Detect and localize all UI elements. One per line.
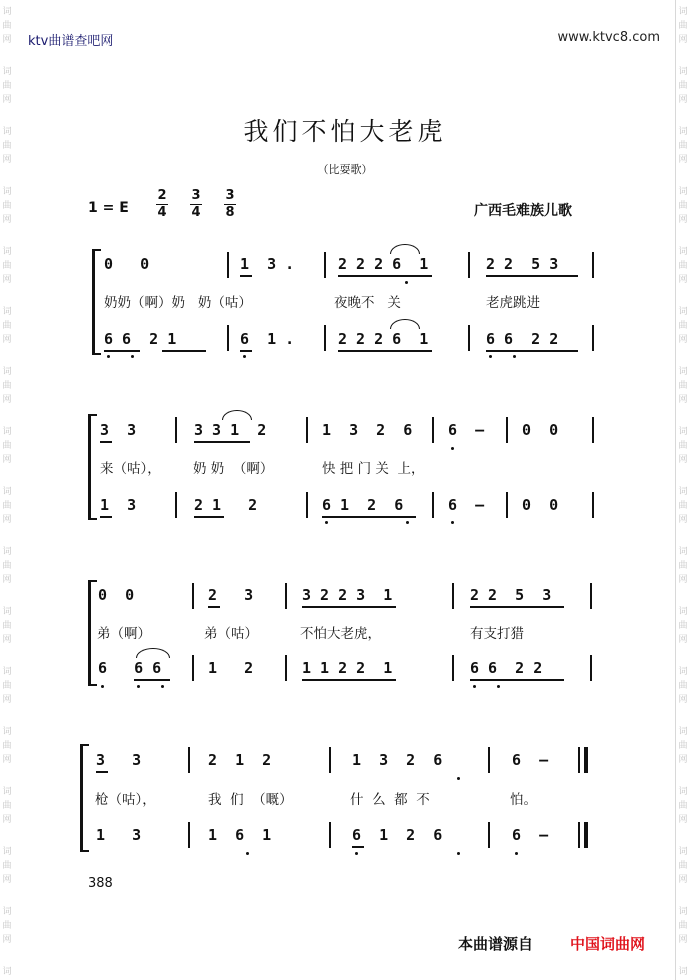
watermark-char: 曲 (2, 441, 12, 451)
note-underline (100, 441, 112, 443)
barline (329, 747, 331, 773)
note-underline (104, 350, 140, 352)
watermark-char: 词 (2, 307, 12, 317)
bass-measure: 1 3 (96, 826, 142, 844)
bass-measure: 0 0 (522, 496, 559, 514)
bass-measure: 1 3 (100, 496, 137, 514)
watermark-char: 词 (678, 187, 688, 197)
key-signature: 1 = E (88, 200, 129, 216)
lyric-line: 枪（咕）， (95, 792, 156, 808)
watermark-char: 网 (2, 815, 12, 825)
lyric-line: 弟（咕） (204, 626, 258, 642)
barline (432, 492, 434, 518)
watermark-char: 网 (678, 395, 688, 405)
watermark-char: 网 (2, 875, 12, 885)
watermark-char: 曲 (678, 201, 688, 211)
octave-dot (457, 777, 460, 780)
note-underline (338, 275, 432, 277)
page-number: 388 (88, 876, 113, 891)
bass-measure: 2 1 2 (194, 496, 258, 514)
watermark-char: 词 (2, 907, 12, 917)
slur (390, 244, 420, 254)
barline (306, 417, 308, 443)
watermark-char: 曲 (2, 321, 12, 331)
octave-dot (473, 685, 476, 688)
octave-dot (457, 852, 460, 855)
bass-measure: 1 2 (208, 659, 254, 677)
lyric-line: 怕。 (510, 792, 537, 808)
watermark-char: 曲 (2, 141, 12, 151)
barline (329, 822, 331, 848)
watermark-char: 网 (678, 335, 688, 345)
watermark-char: 网 (678, 695, 688, 705)
watermark-char: 曲 (678, 621, 688, 631)
melody-measure: 2 3 (208, 586, 254, 604)
note-underline (240, 275, 252, 277)
watermark-char: 词 (2, 547, 12, 557)
watermark-char: 曲 (2, 681, 12, 691)
octave-dot (513, 355, 516, 358)
watermark-char: 词 (678, 847, 688, 857)
watermark-char: 曲 (678, 141, 688, 151)
barline (488, 822, 490, 848)
watermark-char: 曲 (678, 561, 688, 571)
watermark-char: 曲 (2, 801, 12, 811)
octave-dot (131, 355, 134, 358)
watermark-char: 曲 (678, 81, 688, 91)
watermark-char: 曲 (2, 201, 12, 211)
watermark-char: 网 (678, 155, 688, 165)
bass-measure: 6 6 6 (98, 659, 162, 677)
watermark-char: 网 (678, 35, 688, 45)
note-underline (194, 516, 224, 518)
slur (222, 410, 252, 420)
slur (136, 648, 170, 658)
watermark-char: 词 (2, 7, 12, 17)
melody-measure: 6 – (512, 751, 549, 769)
watermark-char: 词 (2, 127, 12, 137)
barline (592, 252, 594, 278)
watermark-char: 网 (2, 95, 12, 105)
watermark-char: 曲 (2, 261, 12, 271)
barline (488, 747, 490, 773)
watermark-char: 曲 (2, 621, 12, 631)
system-bracket (88, 581, 91, 685)
melody-measure: 0 0 (98, 586, 135, 604)
time-signature: 3 8 (225, 188, 235, 220)
watermark-char: 词 (2, 967, 12, 977)
watermark-char: 网 (678, 755, 688, 765)
watermark-char: 词 (2, 247, 12, 257)
watermark-char: 词 (2, 427, 12, 437)
watermark-char: 曲 (2, 741, 12, 751)
note-underline (302, 679, 396, 681)
watermark-char: 曲 (678, 261, 688, 271)
note-underline (240, 350, 252, 352)
octave-dot (489, 355, 492, 358)
melody-measure: 2 2 2 6 1 (338, 255, 429, 273)
note-underline (338, 350, 432, 352)
barline (192, 583, 194, 609)
bass-measure: 6 6 2 2 (470, 659, 543, 677)
watermark-char: 网 (678, 215, 688, 225)
lyric-line: 弟（啊） (97, 626, 151, 642)
watermark-char: 词 (678, 67, 688, 77)
watermark-char: 网 (2, 275, 12, 285)
melody-measure: 2 2 5 3 (470, 586, 552, 604)
watermark-char: 曲 (678, 501, 688, 511)
time-signature: 2 4 (157, 188, 167, 220)
bass-measure: 6 1 . (240, 330, 295, 348)
barline (285, 655, 287, 681)
octave-dot (497, 685, 500, 688)
watermark-char: 词 (678, 727, 688, 737)
lyric-line: 夜晚不 关 (334, 295, 401, 311)
barline (578, 822, 580, 848)
watermark-char: 曲 (678, 921, 688, 931)
watermark-char: 曲 (678, 861, 688, 871)
octave-dot (246, 852, 249, 855)
bass-measure: 6 6 2 2 (486, 330, 559, 348)
watermark-char: 网 (678, 95, 688, 105)
bass-measure: 1 6 1 (208, 826, 272, 844)
barline (188, 747, 190, 773)
watermark-char: 词 (678, 127, 688, 137)
note-underline (96, 771, 108, 773)
watermark-char: 曲 (2, 81, 12, 91)
lyric-line: 我 们 （嘅） (208, 792, 293, 808)
bass-measure: 2 2 2 6 1 (338, 330, 429, 348)
melody-measure: 1 3 . (240, 255, 295, 273)
watermark-char: 词 (2, 667, 12, 677)
watermark-char: 曲 (678, 681, 688, 691)
watermark-char: 网 (2, 935, 12, 945)
barline (192, 655, 194, 681)
melody-measure: 3 3 1 2 (194, 421, 267, 439)
watermark-char: 网 (678, 815, 688, 825)
melody-measure: 1 3 2 6 (322, 421, 413, 439)
watermark-char: 网 (2, 695, 12, 705)
note-underline (470, 606, 564, 608)
lyric-line: 奶 奶 （啊） (193, 461, 274, 477)
barline (227, 325, 229, 351)
melody-measure: 3 3 (96, 751, 142, 769)
barline (592, 417, 594, 443)
note-underline (100, 516, 112, 518)
barline (590, 583, 592, 609)
barline (452, 583, 454, 609)
watermark-char: 曲 (2, 381, 12, 391)
watermark-char: 网 (2, 515, 12, 525)
note-underline (162, 350, 206, 352)
lyric-line: 来（咕）， (100, 461, 161, 477)
lyric-line: 奶奶（啊）奶 奶（咕） (104, 295, 252, 311)
barline (506, 492, 508, 518)
melody-measure: 2 1 2 (208, 751, 272, 769)
watermark-char: 词 (2, 787, 12, 797)
lyric-line: 不怕大老虎， (300, 626, 381, 642)
note-underline (352, 846, 364, 848)
melody-measure: 6 – (448, 421, 485, 439)
watermark-char: 曲 (2, 561, 12, 571)
note-underline (322, 516, 416, 518)
octave-dot (405, 281, 408, 284)
slur (390, 319, 420, 329)
watermark-char: 网 (2, 155, 12, 165)
watermark-char: 词 (678, 427, 688, 437)
watermark-char: 词 (678, 967, 688, 977)
watermark-char: 网 (678, 935, 688, 945)
watermark-char: 网 (2, 755, 12, 765)
watermark-char: 词 (678, 607, 688, 617)
octave-dot (406, 521, 409, 524)
note-underline (194, 441, 250, 443)
bass-measure: 6 1 2 6 (322, 496, 404, 514)
footer-source-label: 本曲谱源自 (458, 935, 534, 953)
watermark-char: 词 (678, 787, 688, 797)
watermark-char: 词 (678, 307, 688, 317)
watermark-char: 词 (678, 247, 688, 257)
note-underline (134, 679, 170, 681)
watermark-char: 网 (2, 455, 12, 465)
note-underline (302, 606, 396, 608)
bass-measure: 6 6 2 1 (104, 330, 177, 348)
barline (188, 822, 190, 848)
watermark-char: 曲 (678, 441, 688, 451)
watermark-char: 网 (678, 575, 688, 585)
watermark-char: 词 (678, 907, 688, 917)
octave-dot (161, 685, 164, 688)
bass-measure: 6 – (448, 496, 485, 514)
melody-measure: 0 0 (522, 421, 559, 439)
watermark-char: 词 (2, 727, 12, 737)
site-header-url[interactable]: www.ktvc8.com (557, 30, 660, 45)
octave-dot (355, 852, 358, 855)
watermark-char: 网 (678, 875, 688, 885)
watermark-char: 词 (678, 367, 688, 377)
lyric-line: 什 么 都 不 (350, 792, 430, 808)
watermark-char: 词 (2, 187, 12, 197)
site-header-left[interactable]: ktv曲谱查吧网 (28, 34, 114, 49)
song-title: 我们不怕大老虎 (243, 117, 447, 146)
octave-dot (325, 521, 328, 524)
bass-measure: 6 – (512, 826, 549, 844)
melody-measure: 2 2 5 3 (486, 255, 559, 273)
watermark-char: 词 (2, 607, 12, 617)
note-underline (208, 606, 220, 608)
barline (592, 325, 594, 351)
octave-dot (451, 521, 454, 524)
melody-measure: 1 3 2 6 (352, 751, 443, 769)
watermark-char: 网 (678, 635, 688, 645)
barline (324, 252, 326, 278)
note-underline (470, 679, 564, 681)
watermark-char: 词 (2, 847, 12, 857)
barline (175, 417, 177, 443)
watermark-char: 网 (2, 215, 12, 225)
watermark-char: 网 (2, 635, 12, 645)
watermark-char: 词 (2, 487, 12, 497)
barline (306, 492, 308, 518)
octave-dot (137, 685, 140, 688)
time-signature: 3 4 (191, 188, 201, 220)
octave-dot (515, 852, 518, 855)
system-bracket (92, 250, 95, 354)
bass-measure: 6 1 2 6 (352, 826, 443, 844)
watermark-char: 曲 (678, 801, 688, 811)
octave-dot (243, 355, 246, 358)
watermark-char: 网 (678, 275, 688, 285)
song-source: 广西毛难族儿歌 (474, 203, 572, 219)
barline (578, 747, 580, 773)
octave-dot (101, 685, 104, 688)
watermark-char: 曲 (2, 21, 12, 31)
watermark-char: 网 (678, 515, 688, 525)
watermark-char: 网 (2, 575, 12, 585)
octave-dot (107, 355, 110, 358)
watermark-char: 曲 (678, 321, 688, 331)
melody-measure: 3 2 2 3 1 (302, 586, 393, 604)
watermark-char: 曲 (2, 861, 12, 871)
watermark-char: 网 (2, 335, 12, 345)
melody-measure: 3 3 (100, 421, 137, 439)
final-barline (584, 747, 588, 773)
lyric-line: 老虎跳进 (486, 295, 540, 311)
barline (592, 492, 594, 518)
song-subtitle: （比耍歌） (317, 163, 373, 176)
watermark-char: 曲 (2, 501, 12, 511)
barline (468, 252, 470, 278)
watermark-char: 曲 (2, 921, 12, 931)
barline (590, 655, 592, 681)
footer-site-link[interactable]: 中国词曲网 (570, 935, 646, 953)
watermark-char: 曲 (678, 21, 688, 31)
lyric-line: 快 把 门 关 上， (322, 461, 425, 477)
watermark-char: 网 (2, 35, 12, 45)
barline (506, 417, 508, 443)
watermark-char: 网 (2, 395, 12, 405)
barline (452, 655, 454, 681)
watermark-char: 网 (678, 455, 688, 465)
final-barline (584, 822, 588, 848)
note-underline (486, 275, 578, 277)
watermark-char: 曲 (678, 381, 688, 391)
barline (432, 417, 434, 443)
barline (175, 492, 177, 518)
barline (324, 325, 326, 351)
watermark-char: 词 (678, 487, 688, 497)
watermark-char: 曲 (678, 741, 688, 751)
watermark-char: 词 (678, 7, 688, 17)
barline (285, 583, 287, 609)
melody-measure: 0 0 (104, 255, 150, 273)
system-bracket (88, 415, 91, 519)
system-bracket (80, 745, 83, 851)
lyric-line: 有支打猎 (470, 626, 524, 642)
watermark-char: 词 (2, 67, 12, 77)
barline (227, 252, 229, 278)
octave-dot (451, 447, 454, 450)
barline (468, 325, 470, 351)
bass-measure: 1 1 2 2 1 (302, 659, 393, 677)
watermark-char: 词 (2, 367, 12, 377)
watermark-char: 词 (678, 667, 688, 677)
note-underline (486, 350, 578, 352)
watermark-char: 词 (678, 547, 688, 557)
